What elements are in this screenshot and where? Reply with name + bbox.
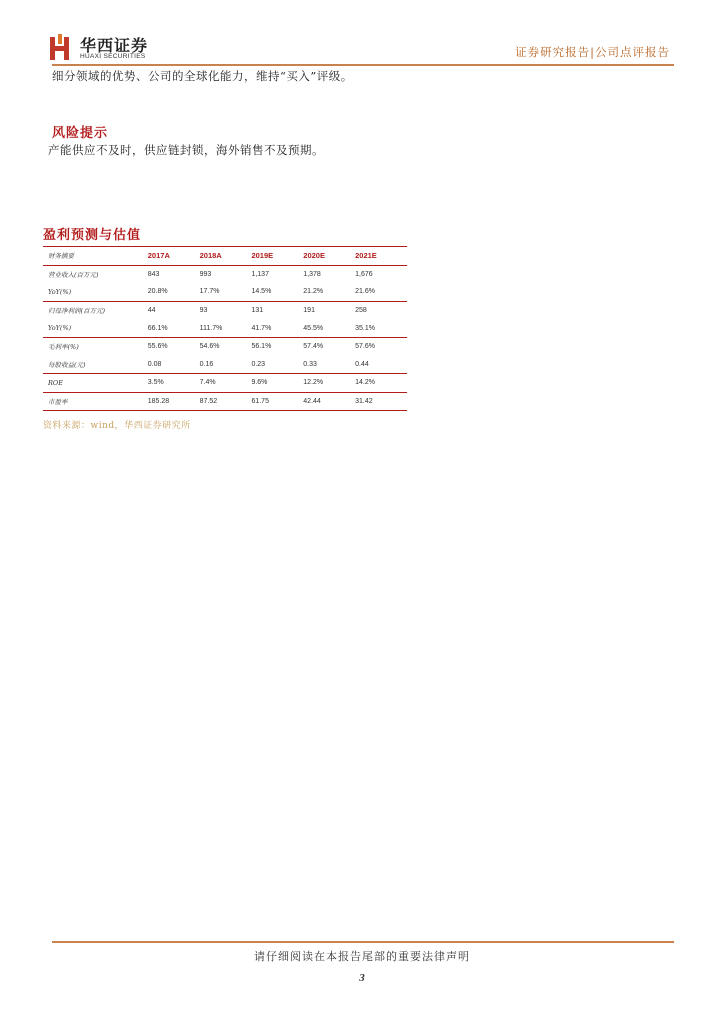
table-cell: 1,378 (303, 270, 321, 278)
table-row (43, 319, 407, 337)
table-cell: 12.2% (303, 374, 355, 393)
logo-text-en: HUAXI SECURITIES (80, 53, 146, 60)
table-cell: 1,676 (355, 270, 373, 278)
table-cell: 61.75 (251, 392, 303, 411)
table-cell: 35.1% (355, 319, 407, 337)
row-label: 归母净利润(百万元) (48, 307, 106, 316)
table-cell: 191 (303, 307, 315, 315)
table-cell: 57.4% (303, 343, 324, 351)
table-cell: 131 (251, 307, 264, 315)
table-cell: 54.6% (199, 343, 220, 351)
row-label: 营业收入(百万元) (48, 270, 99, 279)
financial-table (43, 246, 407, 411)
table-cell: 0.08 (148, 356, 200, 374)
table-cell: 7.4% (200, 374, 252, 393)
table-cell: 45.5% (303, 319, 355, 337)
table-cell: 93 (199, 307, 208, 315)
table-row (43, 283, 407, 301)
table-cell: 3.5% (148, 374, 200, 393)
table-row (43, 374, 407, 393)
table-header-cell: 2018A (200, 247, 252, 266)
table-cell: 44 (147, 307, 156, 315)
table-cell: 1,137 (251, 270, 269, 278)
table-cell: 0.33 (303, 356, 355, 374)
table-cell: 111.7% (200, 319, 252, 337)
table-cell: 17.7% (200, 283, 252, 301)
footer-divider (52, 941, 674, 943)
intro-paragraph: 细分领域的优势、公司的全球化能力，维持“买入”评级。 (52, 69, 353, 83)
table-header-cell: 2017A (148, 247, 200, 266)
logo-text-cn: 华西证券 (80, 36, 149, 55)
table-cell: 843 (147, 270, 160, 278)
table-cell: 0.23 (251, 356, 303, 374)
table-cell: 185.28 (148, 392, 200, 411)
table-cell: 258 (355, 307, 367, 315)
table-row (43, 392, 407, 411)
table-cell: 41.7% (251, 319, 303, 337)
table-row (43, 301, 407, 319)
table-cell: 20.8% (148, 283, 200, 301)
table-cell: 87.52 (200, 392, 252, 411)
row-label: YoY(%) (43, 319, 148, 337)
table-header-cell: 财务摘要 (43, 247, 148, 266)
table-header-cell: 2021E (355, 247, 407, 266)
report-type: 证券研究报告|公司点评报告 (515, 45, 670, 59)
table-header-cell: 2019E (251, 247, 303, 266)
row-label: ROE (43, 374, 148, 393)
row-label: 市盈率 (43, 392, 148, 411)
table-cell: 57.6% (355, 343, 375, 351)
table-cell: 0.16 (200, 356, 252, 374)
table-cell: 21.6% (355, 283, 407, 301)
table-cell: 21.2% (303, 283, 355, 301)
table-cell: 56.1% (251, 343, 272, 351)
risk-title: 风险提示 (52, 126, 109, 141)
table-header-cell: 2020E (303, 247, 355, 266)
table-cell: 42.44 (303, 392, 355, 411)
forecast-title: 盈利预测与估值 (43, 228, 142, 243)
table-cell: 0.44 (355, 356, 407, 374)
table-row (43, 265, 407, 283)
row-label: 每股收益(元) (43, 356, 148, 374)
table-cell: 66.1% (148, 319, 200, 337)
table-cell: 9.6% (251, 374, 303, 393)
table-cell: 14.2% (355, 374, 407, 393)
table-cell: 55.6% (147, 343, 168, 351)
table-row (43, 356, 407, 374)
table-row (43, 337, 407, 355)
page-number: 3 (359, 972, 365, 984)
risk-text: 产能供应不及时，供应链封锁，海外销售不及预期。 (48, 143, 324, 157)
row-label: 毛利率(%) (48, 343, 79, 352)
page-header (0, 0, 724, 70)
footer-disclaimer: 请仔细阅读在本报告尾部的重要法律声明 (254, 950, 470, 963)
row-label: YoY(%) (43, 283, 148, 301)
table-cell: 14.5% (251, 283, 303, 301)
huaxi-logo-icon (48, 34, 72, 62)
header-divider (52, 64, 674, 66)
table-header-row (43, 247, 407, 266)
table-source-note: 资料来源：wind，华西证券研究所 (43, 421, 191, 431)
table-cell: 993 (199, 270, 212, 278)
table-cell: 31.42 (355, 392, 407, 411)
